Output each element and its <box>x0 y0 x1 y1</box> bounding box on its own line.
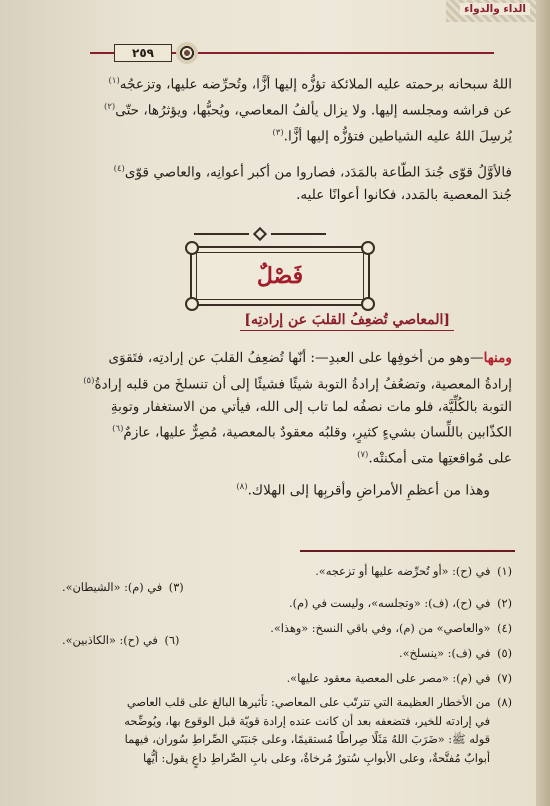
running-title: الداء والدواء <box>460 3 530 15</box>
text-line: اللهُ سبحانه برحمته عليه الملائكة تؤزُّه إليها أزًّا، وتُحرِّضه عليها، وتزعجُه$^{(١)}$ <box>108 76 512 93</box>
note-ref: (٢) <box>104 102 116 113</box>
text-line: جُندَ المعصية بالمَدد، فكانوا أعوانًا عليه. <box>296 187 512 204</box>
footnote: (٣) في (م): «الشيطان». <box>62 581 184 594</box>
frame-corner <box>361 297 375 311</box>
paragraph-2 <box>46 158 512 207</box>
text-line: على مُواقعتِها متى أمكنتْه.$^{(٧)}$ <box>357 450 512 467</box>
text-line: يُرسِلَ اللهُ عليه الشياطين فتؤزُّه إليها أزًّا.$^{(٣)}$ <box>272 128 512 145</box>
book-binding <box>536 0 550 806</box>
note-ref: (٤) <box>113 164 125 174</box>
section-heading-frame <box>190 246 370 306</box>
ornament-diamond <box>253 227 267 241</box>
frame-corner <box>185 241 199 255</box>
footnote: (٧) في (م): «مصر على المعصية معقود عليها». <box>286 672 512 685</box>
footnote: (٥) في (ف): «ينسلخ». <box>398 647 512 660</box>
footnote: (٦) في (ح): «الكاذبين». <box>62 634 180 647</box>
note-ref: (٨) <box>236 482 248 493</box>
frame-corner <box>361 241 375 255</box>
text-line: الكذّابين باللِّسان بشيءٍ كثيرٍ، وقلبُه معقودٌ بالمعصية، مُصِرٌّ عليها، عازمٌ$^{(٦)}$ <box>112 424 512 441</box>
lead-word: ومنها <box>483 350 512 366</box>
paragraph-1 <box>46 70 512 148</box>
note-ref: (٦) <box>112 424 124 435</box>
section-subheading: [المعاصي تُضعِفُ القلبَ عن إرادتِه] <box>240 312 454 331</box>
text-line: إرادةُ المعصية، وتضعُفُ إرادةُ التوبة شيئًا فشيئًا إلى أن تنسلخَ من قلبه إرادةُ$^{(٥)}$ <box>83 375 512 393</box>
ornament-line <box>194 233 249 235</box>
ornament-line <box>271 233 326 235</box>
text-line: قوله ﷺ: «ضَرَبَ اللهُ مَثَلًا صِراطًا مُستقيمًا، وعلى جَنبَتَي الصِّراطِ سُوران، فيهما <box>124 733 490 747</box>
footnote: (١) في (ح): «أو تُحرِّضه عليها أو تزعجه». <box>315 565 512 578</box>
page-number: ٢٥٩ <box>114 44 172 62</box>
paragraph-3 <box>46 347 512 502</box>
section-heading: فَصْلٌ <box>256 263 304 289</box>
section-ornament <box>185 229 335 239</box>
running-title-corner <box>446 0 536 22</box>
note-ref: (٧) <box>357 450 369 461</box>
text-line: التوبة بالكُلِّيَّة، فلو مات نصفُه لما تاب إلى الله، فيأتي من الاستغفار وتوبةِ <box>110 398 512 415</box>
footnote-rule <box>300 550 515 552</box>
text-line: فالأوَّلُ قوّى جُندَ الطّاعة بالمَدَد، فصاروا من أكبر أعوانِه، والعاصي قوّى$^{(٤)}$ <box>113 164 512 181</box>
footnote: (٤) «والعاصي» من (م)، وفي باقي النسخ: «وهذا». <box>270 622 512 635</box>
text-line: عن فراشه ومجلسه إليها. ولا يزال يألفُ المعاصي، ويُحبُّها، ويؤثرُها، حتّى$^{(٢)}$ <box>104 102 512 119</box>
rosette-icon <box>176 42 198 64</box>
frame-corner <box>185 297 199 311</box>
text-line: (٨) من الأخطار العظيمة التي تترتّب على المعاصي: تأثيرها البالغ على قلب العاصي <box>126 696 512 709</box>
note-ref: (٥) <box>83 375 95 386</box>
text-line: وهذا من أعظمِ الأمراضِ وأقربِها إلى الهلاك.$^{(٨)}$ <box>236 482 490 499</box>
note-ref: (٣) <box>272 128 284 139</box>
text-line: في إرادته للخير، فتضعفه بعد أن كانت عنده إرادة قويّة قبل الوقوع بها، ويُوضِّحه <box>124 714 490 728</box>
note-ref: (١) <box>108 76 120 86</box>
text-line: ومنها—وهو من أخوفِها على العبدِ—: أنّها تُضعِفُ القلبَ عن إرادتِه، فتَقوَى <box>108 350 512 366</box>
text-line: أبوابٌ مُفتَّحةٌ، وعلى الأبوابِ سُتورٌ مُرخاةٌ، وعلى بابِ الصِّراطِ داعٍ يقول: أيُّها <box>142 751 490 765</box>
page-header <box>30 44 510 62</box>
footnote: (٢) في (ح)، (ف): «وتجلسه»، وليست في (م). <box>289 597 512 610</box>
footnote-long <box>36 694 512 768</box>
